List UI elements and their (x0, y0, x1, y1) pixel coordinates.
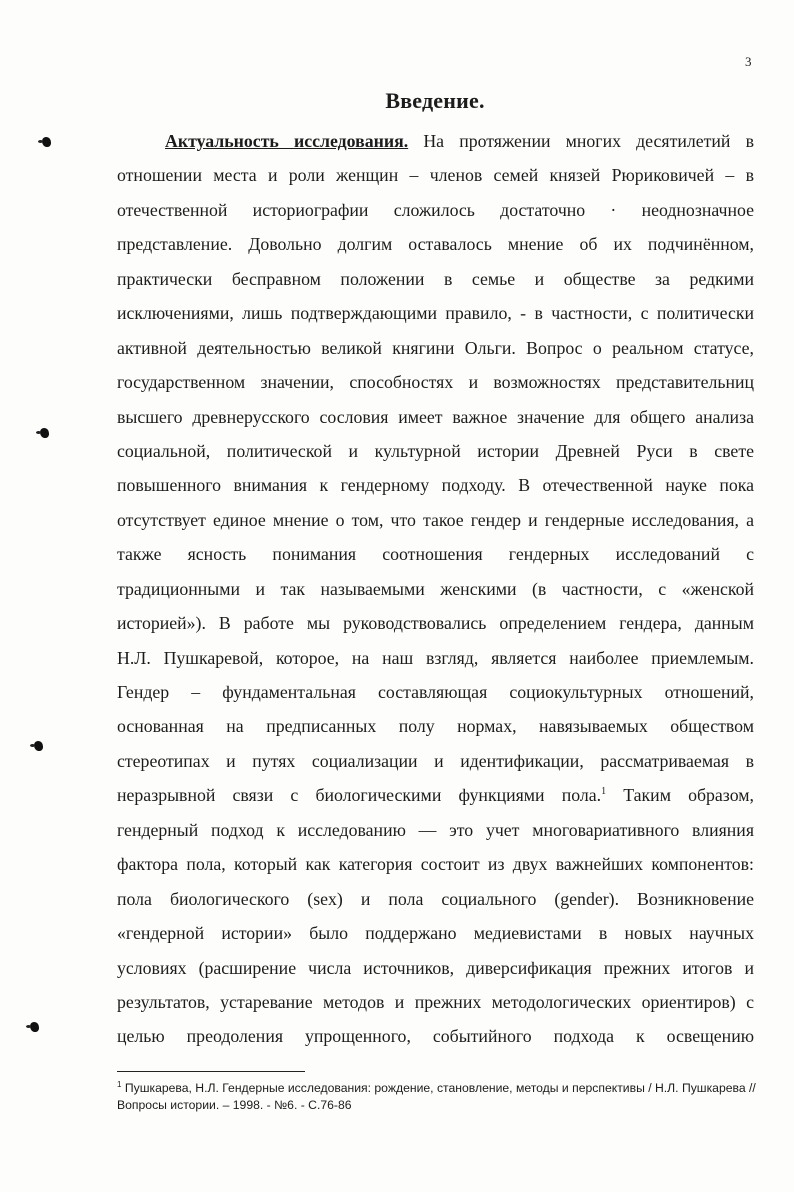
paragraph-line: также ясность понимания соотношения гендерных исследований с (117, 544, 754, 565)
section-heading: Актуальность исследования. (165, 131, 409, 151)
paragraph-line: социальной, политической и культурной истории Древней Руси в свете (117, 440, 754, 461)
paragraph-line: результатов, устаревание методов и прежних методологических ориентиров) с (117, 991, 754, 1012)
paragraph-line (117, 124, 754, 158)
binding-hole-mark (30, 1022, 39, 1032)
paragraph-line: традиционными и так называемыми женскими (в частности, с «женской (117, 578, 754, 599)
paragraph-line: представление. Довольно долгим оставалось мнение об их подчинённом, (117, 234, 754, 255)
paragraph-line: отсутствует единое мнение о том, что такое гендер и гендерные исследования, а (117, 509, 754, 530)
paragraph-line: государственном значении, способностях и возможностях представительниц (117, 372, 754, 393)
paragraph-line: основанная на предписанных полу нормах, навязываемых обществом (117, 716, 754, 737)
paragraph-line: повышенного внимания к гендерному подходу. В отечественной науке пока (117, 475, 754, 496)
paragraph-line: исключениями, лишь подтверждающими правило, - в частности, с политически (117, 303, 754, 324)
paragraph-line: стереотипах и путях социализации и идентификации, рассматриваемая в (117, 750, 754, 771)
paragraph-line: историей»). В работе мы руководствовались определением гендера, данным (117, 613, 754, 634)
footnote-marker: 1 (117, 1079, 122, 1089)
line-text: неразрывной связи с биологическими функциями пола. (117, 785, 602, 806)
paragraph-line: высшего древнерусского сословия имеет важное значение для общего анализа (117, 406, 754, 427)
binding-hole-mark (40, 428, 49, 438)
footnote-reference[interactable]: 1 (601, 786, 607, 798)
paragraph-line: целью преодоления упрощенного, событийного подхода к освещению (117, 1026, 754, 1047)
line-text: Таким образом, (623, 785, 754, 806)
paragraph-line: Гендер – фундаментальная составляющая социокультурных отношений, (117, 682, 754, 702)
paragraph-line: пола биологического (sex) и пола социального (gender). Возникновение (117, 888, 754, 909)
paragraph-line: гендерный подход к исследованию — это учет многовариативного влияния (117, 819, 754, 840)
paragraph-line: активной деятельностью великой княгини Ольги. Вопрос о реальном статусе, (117, 337, 754, 358)
page-title: Введение. (385, 88, 485, 113)
paragraph-line: отношении места и роли женщин – членов семей князей Рюриковичей – в (117, 165, 754, 186)
footnote-text: Пушкарева, Н.Л. Гендерные исследования: рождение, становление, методы и перспективы / Н.Л. Пушкарева // Вопросы истории. – 1998. - №6. - С.76-86 (117, 1081, 756, 1112)
binding-hole-mark (42, 137, 51, 147)
footnote (117, 1080, 757, 1114)
paragraph-line: «гендерной истории» было поддержано медиевистами в новых научных (117, 923, 754, 944)
footnote-separator (117, 1071, 305, 1072)
line-text: На протяжении многих десятилетий в (423, 131, 754, 151)
paragraph-line (117, 778, 754, 812)
binding-hole-mark (34, 741, 43, 751)
paragraph-line: фактора пола, который как категория состоит из двух важнейших компонентов: (117, 854, 754, 875)
paragraph-line: практически бесправном положении в семье и обществе за редкими (117, 268, 754, 289)
body-paragraph (117, 124, 754, 1054)
paragraph-line: Н.Л. Пушкаревой, которое, на наш взгляд, является наиболее приемлемым. (117, 647, 754, 668)
paragraph-line: условиях (расширение числа источников, диверсификация прежних итогов и (117, 957, 754, 978)
paragraph-line: отечественной историографии сложилось достаточно · неоднозначное (117, 199, 754, 220)
page-number: 3 (745, 54, 752, 69)
